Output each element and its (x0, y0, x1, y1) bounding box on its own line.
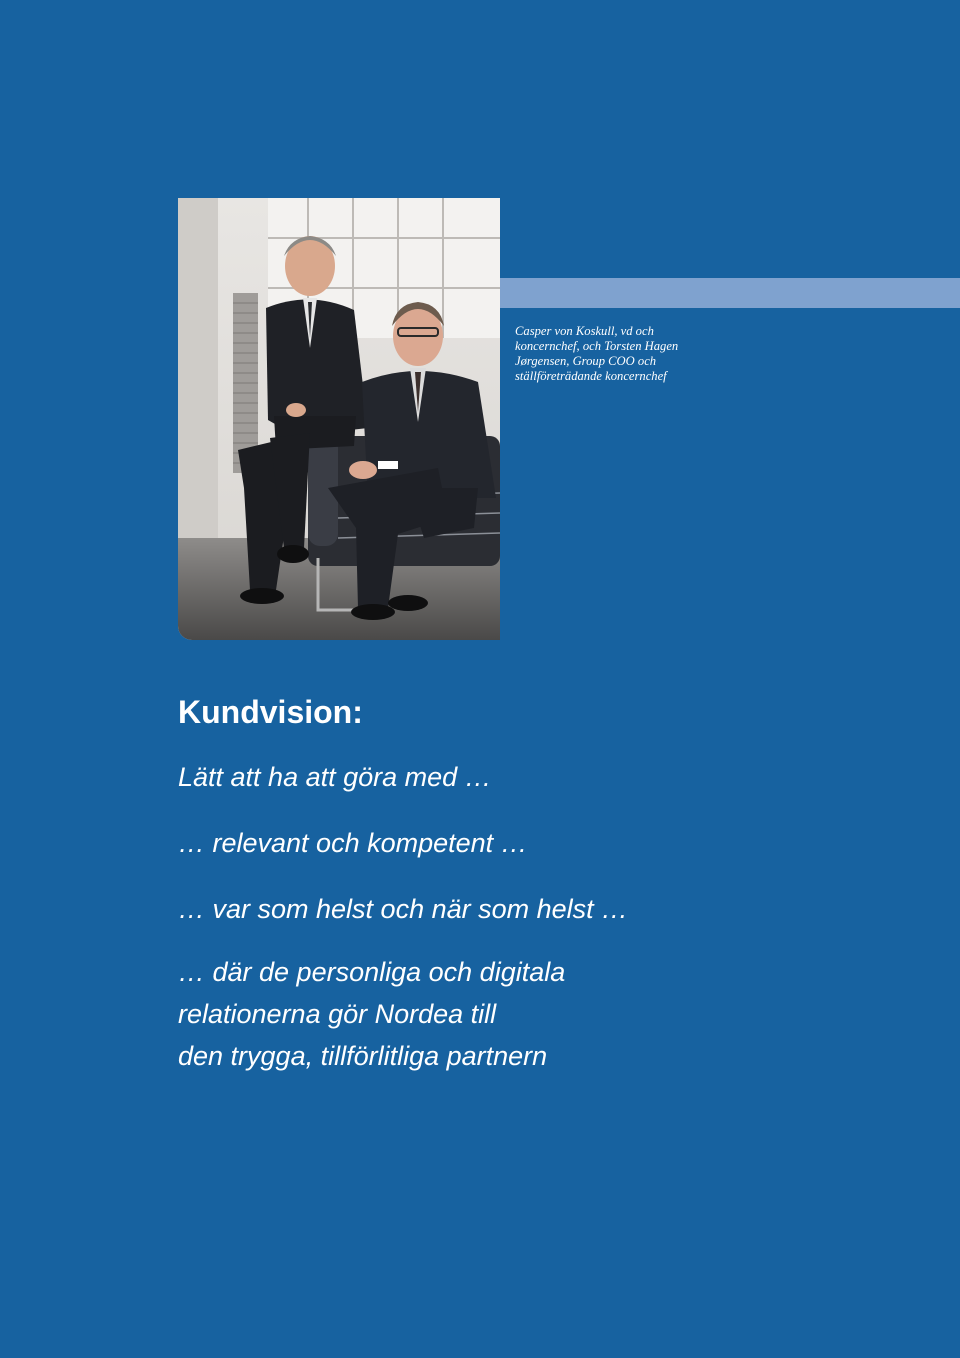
vision-line-6: den trygga, tillförlitliga partnern (178, 1041, 548, 1071)
section-heading: Kundvision: (178, 694, 363, 730)
caption-line: Jørgensen, Group COO och (515, 354, 657, 368)
vision-line-4: … där de personliga och digitala (178, 957, 566, 987)
vision-line-1: Lätt att ha att göra med … (178, 762, 492, 792)
executives-photo (178, 198, 500, 640)
vision-line-3: … var som helst och när som helst … (178, 894, 629, 924)
vision-line-5: relationerna gör Nordea till (178, 999, 497, 1029)
caption-line: Casper von Koskull, vd och (515, 324, 654, 338)
photo-caption (515, 324, 715, 384)
caption-line: ställföreträdande koncernchef (515, 369, 667, 383)
vision-line-2: … relevant och kompetent … (178, 828, 528, 858)
caption-line: koncernchef, och Torsten Hagen (515, 339, 679, 353)
accent-bar (500, 278, 960, 308)
